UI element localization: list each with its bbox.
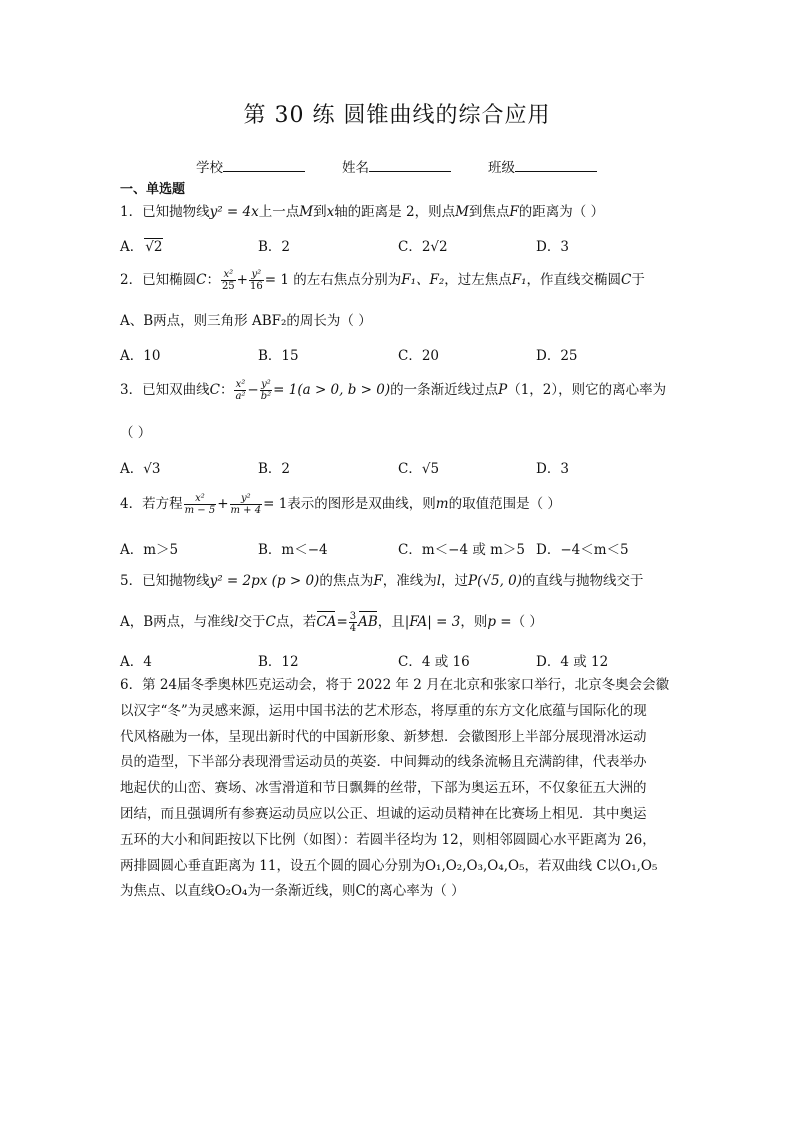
q6-line: 地起伏的山峦、赛场、冰雪滑道和节日飘舞的丝带，下部为奥运五环，不仅象征五大洲的 <box>120 780 647 797</box>
question-3: 3．已知双曲线C： $\frac{\text{x²}}{\text{a²}}$ − $\frac{\text{y²}}{\text{b²}}$ = 1(a > 0, b > 0)的一条渐近线过点P（1，2），则它的离心率为 <box>120 379 667 402</box>
q2-fraction-2 <box>249 269 264 292</box>
q2-text: ： <box>206 272 220 288</box>
school-blank[interactable] <box>223 158 305 172</box>
q6-line: 团结，而且强调所有参赛运动员应以公正、坦诚的运动员精神在比赛场上相见．其中奥运 <box>120 805 647 822</box>
q2-focus: F₁ <box>511 272 527 288</box>
q5-equals: = <box>336 614 348 630</box>
q1-x: x <box>326 204 335 220</box>
q2-fraction-1 <box>221 269 236 292</box>
q1-text: 到 <box>313 204 327 220</box>
q4-fraction-2 <box>230 493 263 516</box>
q2-option-d[interactable]: D．25 <box>536 348 578 364</box>
question-3-line-2: （ ） <box>120 425 152 441</box>
section-heading: 一、单选题 <box>120 182 186 197</box>
q5-text: 的直线与抛物线交于 <box>522 573 644 589</box>
denominator: 25 <box>221 281 235 292</box>
q5-point-c: C <box>265 614 276 630</box>
denominator: m + 4 <box>230 505 262 516</box>
q6-line: 6．第 24届冬季奥林匹克运动会，将于 2022 年 2 月在北京和张家口举行，北京冬奥会会徽 <box>120 677 670 693</box>
numerator: x² <box>184 493 217 505</box>
q5-option-a[interactable]: A．4 <box>120 654 152 670</box>
q6-line: 两排圆圆心垂直距离为 11，设五个圆的圆心分别为O₁,O₂,O₃,O₄,O₅，若双曲线 C以O₁,O₅ <box>120 857 658 874</box>
page-title: 第 30 练 圆锥曲线的综合应用 <box>243 103 551 128</box>
q1-text: 1．已知抛物线 <box>120 204 210 220</box>
q3-fraction-2 <box>260 379 272 402</box>
q6-line: 员的造型，下半部分表现滑雪运动员的英姿．中间舞动的线条流畅且充满韵律，代表举办 <box>120 754 647 771</box>
q2-text: = 1 的左右焦点分别为 <box>264 272 402 288</box>
q1-text: 上一点 <box>258 204 300 220</box>
q2-text: 2．已知椭圆 <box>120 272 197 288</box>
q5-fa: |FA| = 3 <box>404 614 461 630</box>
q2-option-c[interactable]: C．20 <box>398 348 440 364</box>
q3-c: C <box>209 382 220 398</box>
denominator: a² <box>235 391 246 402</box>
q5-option-c[interactable]: C．4 或 16 <box>398 654 470 670</box>
q5-equation: y² = 2px (p > 0) <box>209 573 320 589</box>
q1-point-m: M <box>455 204 469 220</box>
q5-text: 交于 <box>238 614 266 630</box>
numerator: y² <box>249 269 264 281</box>
name-field[interactable] <box>342 156 451 176</box>
q5-option-b[interactable]: B．12 <box>258 654 299 670</box>
q5-text: ，过 <box>441 573 469 589</box>
q4-option-a[interactable]: A．m＞5 <box>120 542 179 558</box>
option-label: A． <box>120 239 144 255</box>
q4-option-d[interactable]: D．−4＜m＜5 <box>536 542 629 558</box>
q5-text: 点，若 <box>275 614 317 630</box>
q1-text: 轴的距离是 2，则点 <box>334 204 456 220</box>
class-label: 班级 <box>488 160 515 176</box>
q5-p: p = <box>487 614 512 630</box>
name-blank[interactable] <box>369 158 451 172</box>
denominator: 4 <box>349 623 357 634</box>
question-2: 2．已知椭圆C： $\frac{\text{x²}}{25}$ + $\frac{\text{y²}}{16}$ = 1 的左右焦点分别为F₁、F₂，过左焦点F₁，作直线交椭圆C于 <box>120 269 645 292</box>
q3-option-d[interactable]: D．3 <box>536 461 569 477</box>
q1-text: 的距离为（ ） <box>518 204 605 220</box>
q3-point-p: P <box>498 382 508 398</box>
q4-option-b[interactable]: B．m＜−4 <box>258 542 328 558</box>
q6-line: 为焦点、以直线O₂O₄为一条渐近线，则C的离心率为（ ） <box>120 883 465 900</box>
q3-fraction-1 <box>234 379 246 402</box>
q2-foci: F₁、F₂ <box>401 272 445 288</box>
option-label: A． <box>120 461 144 477</box>
q1-option-b[interactable]: B．2 <box>258 239 291 255</box>
q3-option-c[interactable] <box>398 457 439 477</box>
q2-option-b[interactable]: B．15 <box>258 348 299 364</box>
question-2-line-2: A、B两点，则三角形 ABF₂的周长为（ ） <box>120 313 372 329</box>
q5-text: A，B两点，与准线 <box>120 614 235 630</box>
q5-text: 的焦点为 <box>319 573 374 589</box>
q1-option-a[interactable] <box>120 235 163 255</box>
q4-text: 4．若方程 <box>120 496 183 512</box>
q3-text: 的一条渐近线过点 <box>390 382 499 398</box>
q4-text: 的取值范围是（ ） <box>448 496 561 512</box>
q5-text: 5．已知抛物线 <box>120 573 210 589</box>
q5-vector-ca: CA <box>316 614 337 630</box>
q5-directrix: l <box>436 573 442 589</box>
q4-m: m <box>435 496 449 512</box>
q6-line: 五环的大小和间距按以下比例（如图）：若圆半径均为 12，则相邻圆圆心水平距离为 26， <box>120 831 656 848</box>
q3-option-b[interactable]: B．2 <box>258 461 291 477</box>
school-label: 学校 <box>196 160 223 176</box>
q2-text: ，过左焦点 <box>444 272 512 288</box>
option-value: √3 <box>143 461 161 477</box>
q2-text: ，作直线交椭圆 <box>526 272 622 288</box>
q1-option-c[interactable] <box>398 235 448 255</box>
numerator: 3 <box>349 611 357 622</box>
question-4: 4．若方程 $\frac{\text{x²}}{m - 5}$ + $\frac{\text{y²}}{m + 4}$ = 1表示的图形是双曲线，则m的取值范围是（ ） <box>120 493 561 516</box>
q6-line: 代风格融为一体，呈现出新时代的中国新形象、新梦想．会徽图形上半部分展现滑冰运动 <box>120 728 647 745</box>
q5-text: （ ） <box>511 614 543 630</box>
q3-text: 3．已知双曲线 <box>120 382 210 398</box>
option-value: √5 <box>421 461 440 477</box>
q5-text: ，准线为 <box>382 573 437 589</box>
denominator: m − 5 <box>184 505 216 516</box>
question-1 <box>120 200 604 220</box>
q3-text: （1，2），则它的离心率为 <box>507 382 667 398</box>
q4-fraction-1 <box>184 493 217 516</box>
q1-option-d[interactable]: D．3 <box>536 239 569 255</box>
school-field[interactable] <box>196 156 305 176</box>
question-5-line-2 <box>120 610 543 634</box>
question-6 <box>120 673 680 905</box>
question-5 <box>120 569 644 589</box>
class-blank[interactable] <box>515 158 597 172</box>
q2-c: C <box>196 272 207 288</box>
option-value: √2 <box>145 239 163 255</box>
q3-condition: = 1(a > 0, b > 0) <box>273 382 391 398</box>
option-value: √2 <box>430 239 448 255</box>
numerator: y² <box>230 493 263 505</box>
q3-text: ： <box>219 382 234 398</box>
q5-option-d[interactable]: D．4 或 12 <box>536 654 609 670</box>
q5-focus: F <box>373 573 383 589</box>
numerator: x² <box>235 379 246 390</box>
q2-text: 于 <box>631 272 645 288</box>
q4-option-c[interactable]: C．m＜−4 或 m＞5 <box>398 542 526 558</box>
q5-text: ，且 <box>377 614 405 630</box>
option-label: C．2 <box>398 239 431 255</box>
class-field[interactable] <box>488 156 597 176</box>
q1-text: 到焦点 <box>468 204 510 220</box>
q5-directrix: l <box>234 614 239 630</box>
name-label: 姓名 <box>342 160 369 176</box>
numerator: x² <box>221 269 236 281</box>
q5-text: ，则 <box>460 614 488 630</box>
q1-point-m: M <box>299 204 314 220</box>
q2-c: C <box>621 272 632 288</box>
q4-text: = 1表示的图形是双曲线，则 <box>263 496 436 512</box>
denominator: 16 <box>249 281 263 292</box>
q6-line: 以汉字“冬”为灵感来源，运用中国书法的艺术形态，将厚重的东方文化底蕴与国际化的现 <box>120 702 647 719</box>
q1-equation: y² = 4x <box>209 204 259 220</box>
q5-vector-ab: AB <box>358 614 378 630</box>
denominator: b² <box>260 391 272 402</box>
q1-point-f: F <box>509 204 519 220</box>
q3-option-a[interactable] <box>120 457 160 477</box>
numerator: y² <box>261 379 271 390</box>
q5-point-p: P(√5, 0) <box>468 573 523 589</box>
q5-fraction <box>349 611 357 634</box>
option-label: C． <box>398 461 422 477</box>
q2-option-a[interactable]: A．10 <box>120 348 161 364</box>
